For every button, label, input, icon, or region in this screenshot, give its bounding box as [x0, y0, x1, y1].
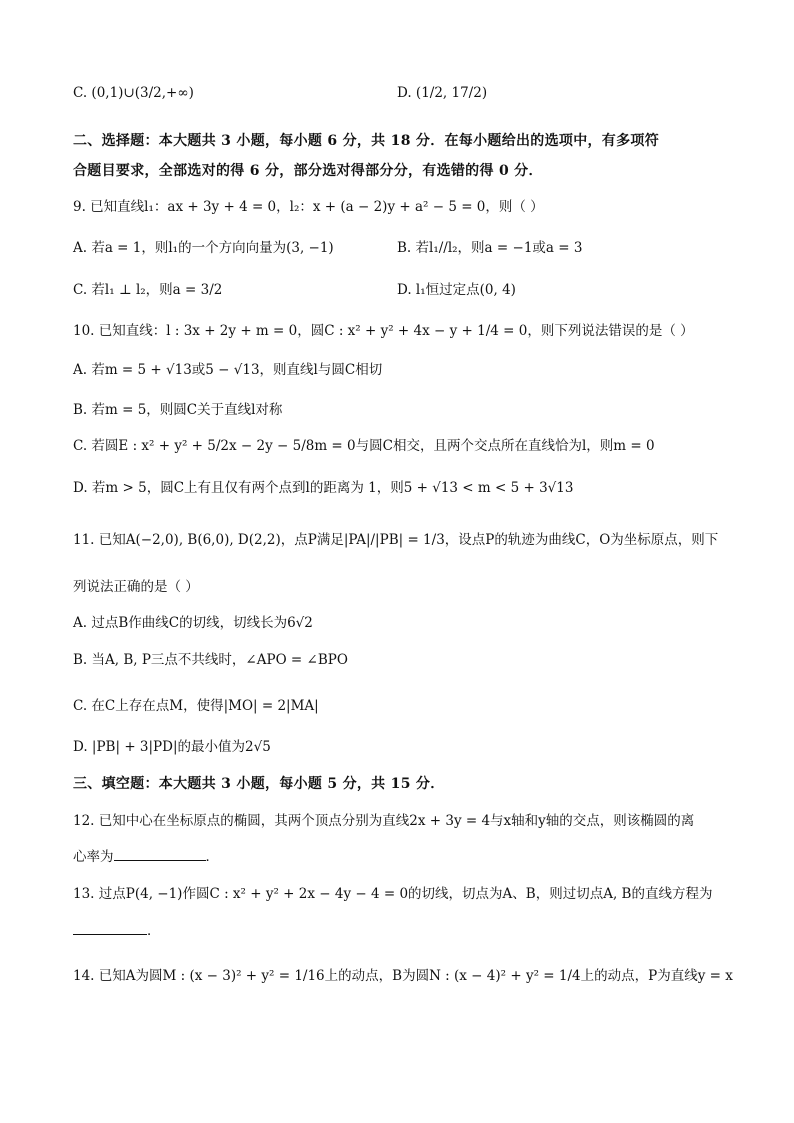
section3-title: 三、填空题：本大题共 3 小题，每小题 5 分，共 15 分． [73, 776, 445, 792]
q11-option-d: D. |PB| + 3|PD|的最小值为2√5 [73, 739, 271, 755]
q10-option-a: A. 若m = 5 + √13或5 − √13，则直线l与圆C相切 [73, 362, 383, 378]
q9-stem: 9. 已知直线l₁：ax + 3y + 4 = 0，l₂：x + (a − 2)y + a² − 5 = 0，则（ ） [73, 199, 544, 215]
q9-option-d: D. l₁恒过定点(0, 4) [397, 282, 516, 298]
q9-option-c: C. 若l₁ ⊥ l₂，则a = 3/2 [73, 282, 223, 298]
q11-option-c: C. 在C上存在点M，使得|MO| = 2|MA| [73, 698, 319, 714]
q13-end: ． [147, 923, 161, 939]
q12-answer-blank[interactable] [114, 846, 206, 861]
q11-stem: 11. 已知A(−2,0), B(6,0), D(2,2)，点P满足|PA|/|PB| = 1/3，设点P的轨迹为曲线C，O为坐标原点，则下 [73, 532, 719, 548]
q10-stem: 10. 已知直线：l : 3x + 2y + m = 0，圆C : x² + y² + 4x − y + 1/4 = 0，则下列说法错误的是（ ） [73, 323, 694, 339]
q9-option-a: A. 若a = 1，则l₁的一个方向向量为(3, −1) [73, 240, 334, 256]
section2-title-line1: 二、选择题：本大题共 3 小题，每小题 6 分，共 18 分．在每小题给出的选项中，有多项符 [73, 133, 660, 149]
q11-option-b: B. 当A, B, P三点不共线时，∠APO = ∠BPO [73, 652, 348, 668]
q12-stem: 12. 已知中心在坐标原点的椭圆，其两个顶点分别为直线2x + 3y = 4与x轴和y轴的交点，则该椭圆的离 [73, 813, 695, 829]
q12-end: ． [205, 849, 219, 865]
q13-answer-line [73, 920, 161, 942]
q14-stem: 14. 已知A为圆M : (x − 3)² + y² = 1/16上的动点，B为圆N : (x − 4)² + y² = 1/4上的动点，P为直线y = x [73, 968, 733, 984]
q11-stem-cont: 列说法正确的是（ ） [73, 579, 199, 595]
q10-option-b: B. 若m = 5，则圆C关于直线l对称 [73, 402, 283, 418]
q12-stem-cont: 心率为 [73, 849, 114, 865]
q8-option-c: C. (0,1)∪(3/2,+∞) [73, 85, 194, 101]
q13-stem: 13. 过点P(4, −1)作圆C : x² + y² + 2x − 4y − 4 = 0的切线，切点为A、B，则过切点A, B的直线方程为 [73, 886, 713, 902]
section2-title-line2: 合题目要求，全部选对的得 6 分，部分选对得部分分，有选错的得 0 分． [73, 163, 543, 179]
q9-option-b: B. 若l₁//l₂，则a = −1或a = 3 [397, 240, 583, 256]
q10-option-c: C. 若圆E : x² + y² + 5/2x − 2y − 5/8m = 0与圆C相交，且两个交点所在直线恰为l，则m = 0 [73, 438, 655, 454]
q12-answer-line [73, 846, 219, 868]
q11-option-a: A. 过点B作曲线C的切线，切线长为6√2 [73, 615, 313, 631]
q10-option-d: D. 若m > 5，圆C上有且仅有两个点到l的距离为 1，则5 + √13 < m < 5 + 3√13 [73, 480, 574, 496]
q8-option-d: D. (1/2, 17/2) [397, 85, 488, 101]
q13-answer-blank[interactable] [73, 920, 147, 935]
